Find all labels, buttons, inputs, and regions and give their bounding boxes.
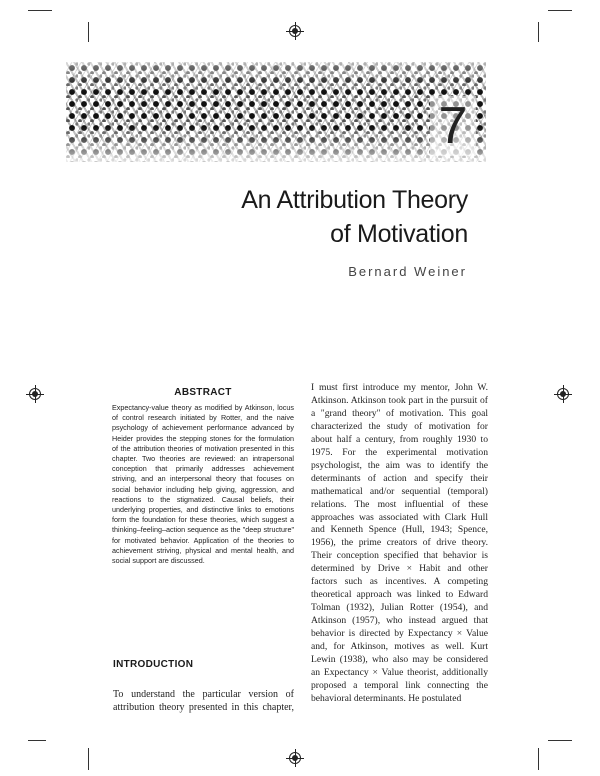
- crop-mark: [88, 748, 89, 770]
- crop-mark: [28, 10, 52, 11]
- introduction-text: To understand the particular version of attribution theory presented in this chapter,: [113, 689, 294, 713]
- crop-mark: [548, 740, 572, 741]
- body-text-right-column: I must first introduce my mentor, John W. Atkinson. Atkinson took part in the pursuit of a "grand theory" of motivation. This goal characterized the study of motivation for about half a century, from roughly 1930 to 1975. For the experimental motivation psychologist, the aim was to identify the determinants of action and specify their mathematical and/or sequential (temporal) relations. The most influential of these approaches was associated with Clark Hull and Kenneth Spence (Hull, 1943; Spence, 1956), the prime creators of drive theory. Their conception specified that behavior is determined by Drive × Habit and other factors such as incentives. A competing theoretical approach was linked to Edward Tolman (1932), Julian Rotter (1954), and Atkinson (1957), who instead argued that behavior is directed by Expectancy × Value and, for Atkinson, motives as well. Kurt Lewin (1938), who also may be considered an Expectancy × Value theorist, additionally proposed a temporal link connecting the behavioral determinants. He postulated: [311, 382, 488, 704]
- registration-mark-icon: [29, 388, 41, 400]
- chapter-number: 7: [430, 96, 476, 156]
- crop-mark: [88, 22, 89, 42]
- chapter-title-line-2: of Motivation: [330, 220, 468, 248]
- author-name: Bernard Weiner: [348, 264, 467, 279]
- chapter-banner-pattern: [66, 62, 486, 162]
- registration-mark-icon: [289, 752, 301, 764]
- abstract-heading: ABSTRACT: [174, 387, 232, 398]
- crop-mark: [538, 22, 539, 42]
- abstract-text: Expectancy-value theory as modified by Atkinson, locus of control research initiated by Rotter, and the naive psychology of achievement performance advanced by Heider provides the stepping stones for the formulation of the attribution theories of motivation presented in this chapter. Two theories are reviewed: an intrapersonal conception that primarily addresses achievement striving, and an interpersonal theory that focuses on social behavior including help giving, aggression, and reactions to the stigmatized. Causal beliefs, their underlying properties, and distinctive links to emotions form the foundation for these theories, which suggest a thinking–feeling–action sequence as the "deep structure" for motivated behavior. Application of the theories to achievement striving, physical and mental health, and social support are discussed.: [112, 403, 294, 566]
- introduction-heading: INTRODUCTION: [113, 659, 194, 670]
- crop-mark: [28, 740, 46, 741]
- registration-mark-icon: [557, 388, 569, 400]
- crop-mark: [538, 748, 539, 770]
- chapter-title-line-1: An Attribution Theory: [241, 186, 468, 214]
- chapter-title: [180, 183, 468, 251]
- crop-mark: [548, 10, 572, 11]
- registration-mark-icon: [289, 25, 301, 37]
